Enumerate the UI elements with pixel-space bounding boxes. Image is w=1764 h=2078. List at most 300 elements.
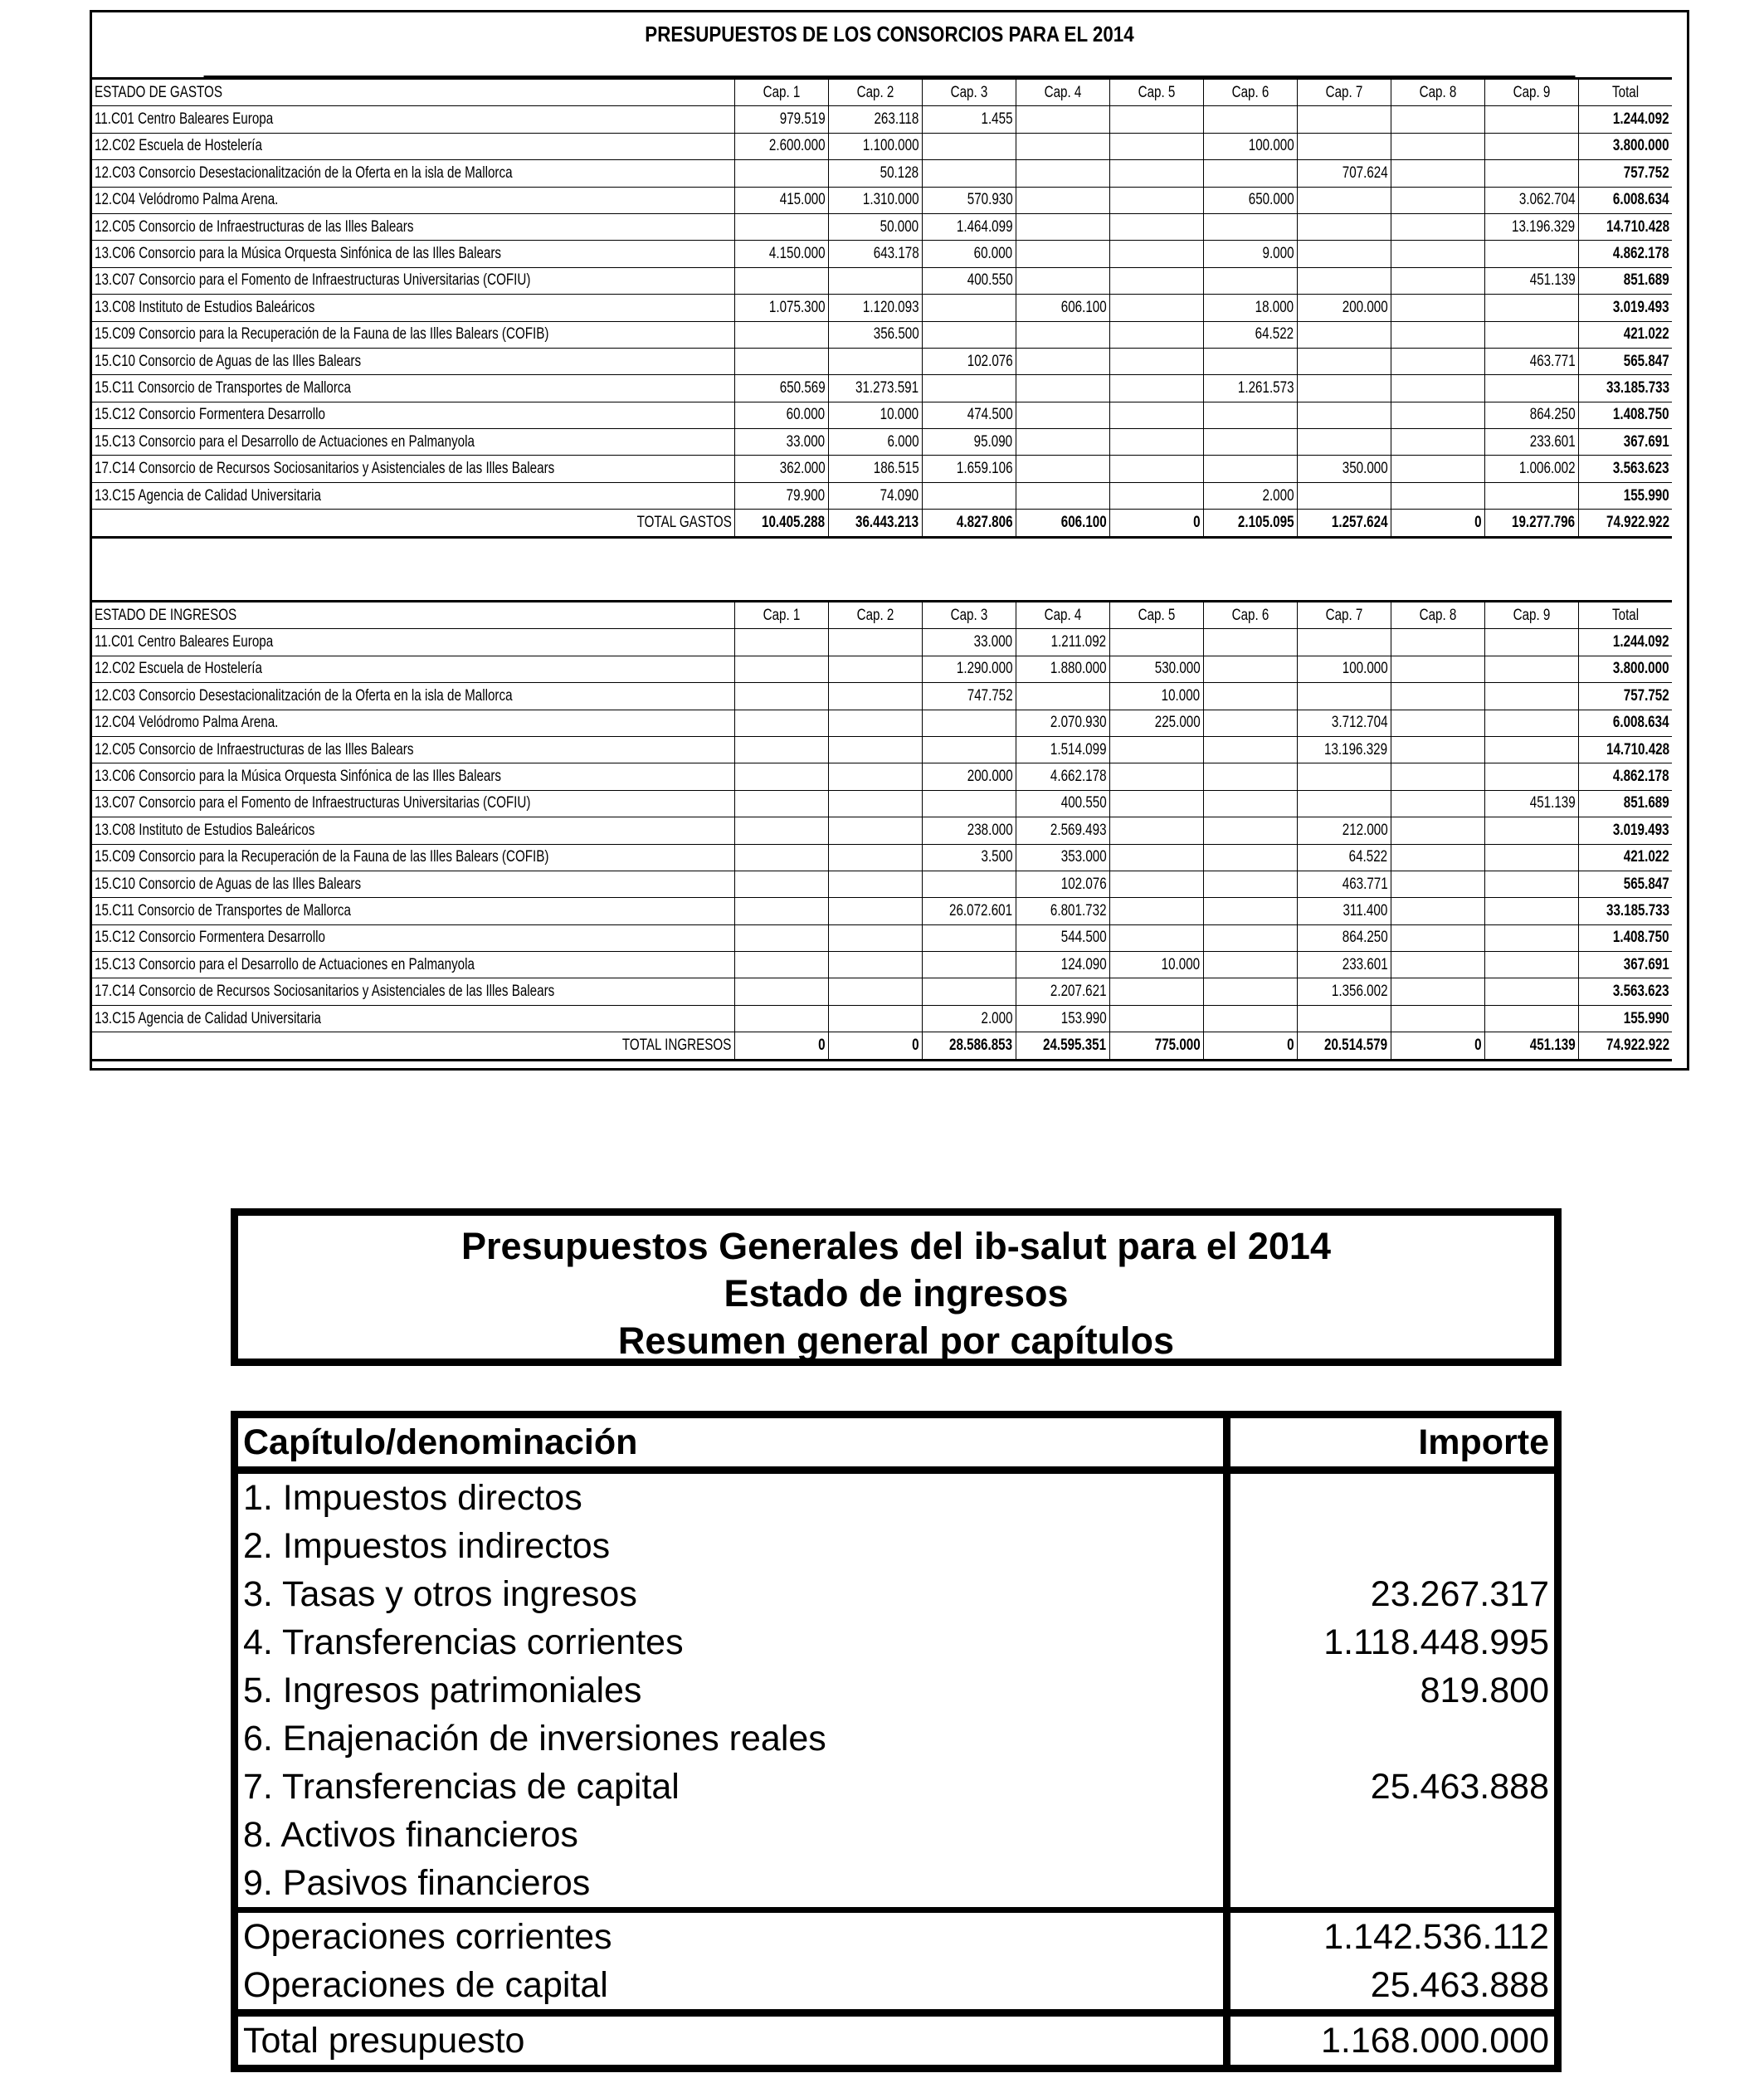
chapter-value-cell xyxy=(1203,1005,1297,1032)
chapter-label: 6. Enajenación de inversiones reales xyxy=(243,1719,826,1758)
total-value-cell: 20.514.579 xyxy=(1297,1032,1391,1060)
row-total-cell: 4.862.178 xyxy=(1578,241,1672,267)
row-total-cell: 1.408.750 xyxy=(1578,402,1672,428)
chapter-value-cell xyxy=(1391,924,1484,951)
chapter-value-cell: 1.356.002 xyxy=(1297,978,1391,1005)
total-value-cell: 0 xyxy=(1203,1032,1297,1060)
chapter-value-cell xyxy=(1484,924,1578,951)
chapter-value-cell xyxy=(1391,763,1484,790)
chapter-value-cell xyxy=(1109,187,1203,213)
chapter-value-cell xyxy=(828,710,922,736)
chapter-value-cell: 31.273.591 xyxy=(828,375,922,402)
consorcio-name: 12.C03 Consorcio Desestacionalitzación de la Oferta en la isla de Mallorca xyxy=(92,683,734,710)
table-row xyxy=(92,375,1672,402)
chapter-value-cell xyxy=(1109,429,1203,456)
chapter-value-cell: 1.211.092 xyxy=(1016,629,1109,656)
table-row xyxy=(92,736,1672,763)
chapter-value-cell: 263.118 xyxy=(828,106,922,133)
chapter-value-cell xyxy=(828,871,922,897)
chapter-value-cell: 1.464.099 xyxy=(922,213,1016,240)
chapter-label: 9. Pasivos financieros xyxy=(243,1863,591,1903)
row-total-cell: 4.862.178 xyxy=(1578,763,1672,790)
row-total-cell: 33.185.733 xyxy=(1578,898,1672,924)
chapter-value-cell xyxy=(1484,656,1578,682)
chapter-value-cell xyxy=(1297,1005,1391,1032)
table-row xyxy=(235,1618,1558,1666)
chapter-value-cell xyxy=(1109,817,1203,844)
chapter-value-cell xyxy=(734,952,828,978)
table-row xyxy=(235,1666,1558,1715)
chapter-value-cell: 1.880.000 xyxy=(1016,656,1109,682)
chapter-value-cell: 6.801.732 xyxy=(1016,898,1109,924)
chapter-value-cell xyxy=(1203,629,1297,656)
chapter-value-cell xyxy=(1016,187,1109,213)
chapter-value-cell: 1.006.002 xyxy=(1484,456,1578,482)
chapter-value-cell: 311.400 xyxy=(1297,898,1391,924)
total-value-cell: 451.139 xyxy=(1484,1032,1578,1060)
chapter-value-cell xyxy=(1016,456,1109,482)
chapter-value-cell xyxy=(1016,241,1109,267)
chapter-value-cell xyxy=(1391,710,1484,736)
chapter-value-cell xyxy=(1391,429,1484,456)
chapter-value-cell xyxy=(1391,482,1484,509)
column-header: Cap. 7 xyxy=(1297,79,1391,106)
total-value-cell: 0 xyxy=(734,1032,828,1060)
table-row xyxy=(235,1763,1558,1811)
chapter-value-cell: 1.659.106 xyxy=(922,456,1016,482)
chapter-label: 1. Impuestos directos xyxy=(243,1478,582,1518)
chapter-value-cell xyxy=(734,898,828,924)
chapter-value-cell xyxy=(734,348,828,374)
chapter-value-cell: 747.752 xyxy=(922,683,1016,710)
chapter-value-cell: 33.000 xyxy=(734,429,828,456)
consorcio-name: 13.C06 Consorcio para la Música Orquesta Sinfónica de las Illes Balears xyxy=(92,763,734,790)
chapter-value-cell xyxy=(1109,321,1203,348)
ingresos-section-label: ESTADO DE INGRESOS xyxy=(92,602,734,629)
row-total-cell: 3.563.623 xyxy=(1578,978,1672,1005)
chapter-label: Operaciones de capital xyxy=(243,1965,608,2005)
chapter-value-cell xyxy=(1391,898,1484,924)
column-header: Total xyxy=(1578,602,1672,629)
chapter-value-cell: 362.000 xyxy=(734,456,828,482)
gastos-header-row xyxy=(92,79,1672,106)
chapter-value-cell: 9.000 xyxy=(1203,241,1297,267)
chapter-value-cell xyxy=(1109,348,1203,374)
consorcio-name: 15.C12 Consorcio Formentera Desarrollo xyxy=(92,402,734,428)
consorcio-name: 13.C08 Instituto de Estudios Baleáricos xyxy=(92,295,734,321)
row-total-cell: 3.019.493 xyxy=(1578,817,1672,844)
chapter-value-cell: 95.090 xyxy=(922,429,1016,456)
chapter-value-cell xyxy=(1297,106,1391,133)
chapter-value-cell xyxy=(734,790,828,817)
consorcio-name: 15.C11 Consorcio de Transportes de Mallorca xyxy=(92,375,734,402)
chapter-value-cell xyxy=(1484,710,1578,736)
chapter-value-cell: 463.771 xyxy=(1484,348,1578,374)
consorcio-name: 13.C08 Instituto de Estudios Baleáricos xyxy=(92,817,734,844)
chapter-label: 7. Transferencias de capital xyxy=(243,1767,680,1807)
table-row xyxy=(92,763,1672,790)
chapter-value-cell xyxy=(1109,978,1203,1005)
chapter-value-cell xyxy=(1484,241,1578,267)
table-row xyxy=(92,790,1672,817)
chapter-value-cell xyxy=(1016,402,1109,428)
chapter-value-cell: 1.261.573 xyxy=(1203,375,1297,402)
chapter-value-cell xyxy=(1203,710,1297,736)
chapter-value-cell: 463.771 xyxy=(1297,871,1391,897)
chapter-value-cell: 1.075.300 xyxy=(734,295,828,321)
chapter-value-cell xyxy=(922,375,1016,402)
gastos-total-row xyxy=(92,510,1672,537)
row-total-cell: 6.008.634 xyxy=(1578,187,1672,213)
chapter-value-cell: 3.062.704 xyxy=(1484,187,1578,213)
chapter-value-cell xyxy=(1109,267,1203,294)
chapter-value-cell xyxy=(1391,629,1484,656)
chapter-value-cell xyxy=(828,629,922,656)
chapter-value-cell xyxy=(1016,482,1109,509)
consorcio-name: 12.C03 Consorcio Desestacionalitzación de la Oferta en la isla de Mallorca xyxy=(92,160,734,187)
chapter-value-cell xyxy=(828,267,922,294)
chapter-value-cell xyxy=(1391,106,1484,133)
chapter-value-cell: 13.196.329 xyxy=(1484,213,1578,240)
table-row xyxy=(235,1522,1558,1570)
total-label: TOTAL GASTOS xyxy=(92,510,734,537)
column-header: Cap. 1 xyxy=(734,79,828,106)
chapter-value-cell xyxy=(1109,1005,1203,1032)
chapter-value-cell: 3.500 xyxy=(922,844,1016,871)
chapter-value-cell: 50.000 xyxy=(828,213,922,240)
column-header: Cap. 4 xyxy=(1016,79,1109,106)
chapter-amount xyxy=(1227,1522,1558,1570)
chapter-value-cell xyxy=(1484,295,1578,321)
chapter-value-cell: 415.000 xyxy=(734,187,828,213)
chapter-value-cell xyxy=(734,817,828,844)
chapter-amount xyxy=(1227,1715,1558,1763)
chapter-value-cell xyxy=(734,736,828,763)
chapter-value-cell xyxy=(922,295,1016,321)
table-row xyxy=(92,187,1672,213)
chapter-value-cell xyxy=(1391,978,1484,1005)
chapter-value-cell xyxy=(1109,402,1203,428)
chapter-value-cell xyxy=(1391,844,1484,871)
row-total-cell: 565.847 xyxy=(1578,348,1672,374)
chapter-amount: 819.800 xyxy=(1227,1666,1558,1715)
chapter-value-cell xyxy=(1391,952,1484,978)
chapter-value-cell xyxy=(1297,348,1391,374)
chapter-value-cell xyxy=(1484,952,1578,978)
chapter-value-cell xyxy=(1109,106,1203,133)
chapter-value-cell xyxy=(1297,629,1391,656)
chapter-value-cell: 1.120.093 xyxy=(828,295,922,321)
row-total-cell: 3.019.493 xyxy=(1578,295,1672,321)
table-row xyxy=(92,402,1672,428)
chapter-value-cell xyxy=(922,790,1016,817)
chapter-value-cell xyxy=(1484,160,1578,187)
chapter-value-cell: 864.250 xyxy=(1297,924,1391,951)
chapter-value-cell xyxy=(1016,267,1109,294)
row-total-cell: 14.710.428 xyxy=(1578,213,1672,240)
chapter-value-cell: 353.000 xyxy=(1016,844,1109,871)
chapter-value-cell xyxy=(922,978,1016,1005)
chapter-value-cell xyxy=(1391,656,1484,682)
chapter-value-cell: 650.569 xyxy=(734,375,828,402)
row-total-cell: 757.752 xyxy=(1578,683,1672,710)
chapter-value-cell xyxy=(1297,133,1391,159)
chapter-value-cell xyxy=(828,790,922,817)
chapter-label: Capítulo/denominación xyxy=(235,1415,1227,1471)
chapter-value-cell: 707.624 xyxy=(1297,160,1391,187)
chapter-value-cell xyxy=(922,482,1016,509)
consorcios-title: PRESUPUESTOS DE LOS CONSORCIOS PARA EL 2014 xyxy=(204,12,1576,78)
consorcio-name: 12.C02 Escuela de Hostelería xyxy=(92,133,734,159)
chapter-value-cell: 64.522 xyxy=(1297,844,1391,871)
row-total-cell: 421.022 xyxy=(1578,844,1672,871)
table-row xyxy=(92,160,1672,187)
chapter-value-cell xyxy=(1203,844,1297,871)
consorcio-name: 13.C15 Agencia de Calidad Universitaria xyxy=(92,1005,734,1032)
chapter-value-cell xyxy=(828,952,922,978)
row-total-cell: 155.990 xyxy=(1578,482,1672,509)
chapter-value-cell xyxy=(1484,321,1578,348)
gastos-section-label: ESTADO DE GASTOS xyxy=(92,79,734,106)
chapter-value-cell xyxy=(734,763,828,790)
chapter-value-cell: 64.522 xyxy=(1203,321,1297,348)
chapter-value-cell xyxy=(734,321,828,348)
chapter-value-cell: 544.500 xyxy=(1016,924,1109,951)
consorcio-name: 15.C09 Consorcio para la Recuperación de la Fauna de las Illes Balears (COFIB) xyxy=(92,321,734,348)
chapter-value-cell xyxy=(1297,375,1391,402)
table-row xyxy=(92,295,1672,321)
row-total-cell: 155.990 xyxy=(1578,1005,1672,1032)
chapter-value-cell: 474.500 xyxy=(922,402,1016,428)
chapter-value-cell xyxy=(1016,133,1109,159)
chapter-value-cell: 100.000 xyxy=(1297,656,1391,682)
chapter-value-cell xyxy=(828,978,922,1005)
chapter-value-cell: 1.310.000 xyxy=(828,187,922,213)
consorcio-name: 17.C14 Consorcio de Recursos Sociosanitarios y Asistenciales de las Illes Balears xyxy=(92,456,734,482)
total-value-cell: 0 xyxy=(1391,510,1484,537)
chapter-value-cell: 4.662.178 xyxy=(1016,763,1109,790)
column-header: Cap. 6 xyxy=(1203,79,1297,106)
total-value-cell: 24.595.351 xyxy=(1016,1032,1109,1060)
chapter-value-cell xyxy=(1109,241,1203,267)
consorcio-name: 13.C06 Consorcio para la Música Orquesta Sinfónica de las Illes Balears xyxy=(92,241,734,267)
chapter-value-cell xyxy=(1391,683,1484,710)
row-total-cell: 3.800.000 xyxy=(1578,133,1672,159)
chapter-value-cell: 60.000 xyxy=(922,241,1016,267)
total-value-cell: 0 xyxy=(1391,1032,1484,1060)
chapter-value-cell: 2.207.621 xyxy=(1016,978,1109,1005)
chapter-amount: 1.142.536.112 xyxy=(1227,1910,1558,1962)
chapter-value-cell xyxy=(1203,106,1297,133)
table-row xyxy=(92,1005,1672,1032)
chapter-value-cell xyxy=(1109,790,1203,817)
total-value-cell: 775.000 xyxy=(1109,1032,1203,1060)
consorcio-name: 15.C13 Consorcio para el Desarrollo de Actuaciones en Palmanyola xyxy=(92,429,734,456)
ibsalut-title-line-1: Presupuestos Generales del ib-salut para el 2014 xyxy=(461,1225,1331,1267)
chapter-value-cell xyxy=(734,629,828,656)
chapter-value-cell xyxy=(734,683,828,710)
chapter-value-cell: 74.090 xyxy=(828,482,922,509)
table-row xyxy=(92,106,1672,133)
chapter-value-cell xyxy=(922,710,1016,736)
total-value-cell: 19.277.796 xyxy=(1484,510,1578,537)
table-row xyxy=(92,978,1672,1005)
chapter-value-cell xyxy=(1391,295,1484,321)
row-total-cell: 565.847 xyxy=(1578,871,1672,897)
consorcio-name: 13.C07 Consorcio para el Fomento de Infraestructuras Universitarias (COFIU) xyxy=(92,267,734,294)
chapter-value-cell: 233.601 xyxy=(1297,952,1391,978)
chapter-value-cell xyxy=(1109,160,1203,187)
chapter-value-cell xyxy=(1391,187,1484,213)
chapter-value-cell: 124.090 xyxy=(1016,952,1109,978)
row-total-cell: 851.689 xyxy=(1578,790,1672,817)
chapter-value-cell xyxy=(1109,375,1203,402)
chapter-value-cell: 2.000 xyxy=(1203,482,1297,509)
chapter-value-cell xyxy=(1484,375,1578,402)
column-header: Cap. 9 xyxy=(1484,79,1578,106)
chapter-value-cell xyxy=(922,160,1016,187)
ibsalut-title-line-2: Estado de ingresos xyxy=(724,1272,1069,1315)
row-total-cell: 14.710.428 xyxy=(1578,736,1672,763)
chapter-value-cell: 10.000 xyxy=(828,402,922,428)
table-row xyxy=(235,1715,1558,1763)
chapter-value-cell xyxy=(1203,952,1297,978)
column-header: Cap. 8 xyxy=(1391,602,1484,629)
chapter-value-cell: 4.150.000 xyxy=(734,241,828,267)
chapter-value-cell: 233.601 xyxy=(1484,429,1578,456)
column-header: Cap. 4 xyxy=(1016,602,1109,629)
gastos-table xyxy=(92,77,1672,539)
chapter-value-cell xyxy=(1203,160,1297,187)
table-row xyxy=(235,1811,1558,1859)
chapter-value-cell xyxy=(922,736,1016,763)
total-value-cell: 1.257.624 xyxy=(1297,510,1391,537)
table-row xyxy=(92,456,1672,482)
chapter-value-cell xyxy=(1016,375,1109,402)
chapter-value-cell xyxy=(1203,871,1297,897)
chapter-value-cell xyxy=(1203,456,1297,482)
chapter-value-cell: 10.000 xyxy=(1109,683,1203,710)
chapter-label: 4. Transferencias corrientes xyxy=(243,1622,684,1662)
table-row xyxy=(92,817,1672,844)
table-row xyxy=(92,348,1672,374)
chapter-value-cell xyxy=(734,871,828,897)
chapter-value-cell xyxy=(922,924,1016,951)
row-total-cell: 367.691 xyxy=(1578,952,1672,978)
chapter-value-cell xyxy=(1203,924,1297,951)
summary-row xyxy=(235,1961,1558,2013)
chapter-value-cell xyxy=(1016,160,1109,187)
chapter-amount: 25.463.888 xyxy=(1227,1763,1558,1811)
column-header: Cap. 5 xyxy=(1109,602,1203,629)
chapter-value-cell xyxy=(1484,106,1578,133)
chapter-value-cell: 2.000 xyxy=(922,1005,1016,1032)
chapter-value-cell xyxy=(1391,241,1484,267)
chapter-value-cell xyxy=(1203,817,1297,844)
chapter-value-cell xyxy=(1297,187,1391,213)
chapter-value-cell xyxy=(1484,844,1578,871)
chapter-value-cell: 153.990 xyxy=(1016,1005,1109,1032)
chapter-value-cell: 33.000 xyxy=(922,629,1016,656)
table-row xyxy=(92,898,1672,924)
chapter-value-cell: 212.000 xyxy=(1297,817,1391,844)
chapter-value-cell xyxy=(1109,295,1203,321)
total-value-cell: 0 xyxy=(828,1032,922,1060)
chapter-value-cell xyxy=(1391,402,1484,428)
ibsalut-title-line-3: Resumen general por capítulos xyxy=(617,1319,1175,1362)
row-total-cell: 367.691 xyxy=(1578,429,1672,456)
chapter-value-cell xyxy=(828,348,922,374)
chapter-amount: Importe xyxy=(1227,1415,1558,1471)
consorcio-name: 17.C14 Consorcio de Recursos Sociosanitarios y Asistenciales de las Illes Balears xyxy=(92,978,734,1005)
table-row xyxy=(92,683,1672,710)
chapter-value-cell xyxy=(1391,321,1484,348)
chapter-value-cell xyxy=(1391,160,1484,187)
chapter-amount: 23.267.317 xyxy=(1227,1570,1558,1618)
chapter-value-cell xyxy=(1484,817,1578,844)
chapter-value-cell xyxy=(1391,790,1484,817)
row-total-cell: 851.689 xyxy=(1578,267,1672,294)
table-row xyxy=(92,267,1672,294)
chapter-value-cell xyxy=(1484,898,1578,924)
chapter-label: 5. Ingresos patrimoniales xyxy=(243,1671,642,1710)
chapter-label: Total presupuesto xyxy=(235,2013,1227,2069)
chapter-value-cell xyxy=(1391,817,1484,844)
chapter-value-cell: 26.072.601 xyxy=(922,898,1016,924)
chapter-value-cell: 1.455 xyxy=(922,106,1016,133)
chapter-value-cell xyxy=(1297,429,1391,456)
total-label: TOTAL INGRESOS xyxy=(92,1032,734,1060)
consorcio-name: 13.C07 Consorcio para el Fomento de Infraestructuras Universitarias (COFIU) xyxy=(92,790,734,817)
chapter-label: 8. Activos financieros xyxy=(243,1815,578,1855)
consorcio-name: 15.C11 Consorcio de Transportes de Mallorca xyxy=(92,898,734,924)
row-total-cell: 1.244.092 xyxy=(1578,629,1672,656)
table-row xyxy=(92,924,1672,951)
chapter-value-cell xyxy=(734,656,828,682)
ingresos-header-row xyxy=(92,602,1672,629)
consorcio-name: 11.C01 Centro Baleares Europa xyxy=(92,629,734,656)
chapter-value-cell xyxy=(1109,763,1203,790)
ingresos-total-row xyxy=(92,1032,1672,1060)
consorcio-name: 13.C15 Agencia de Calidad Universitaria xyxy=(92,482,734,509)
chapter-value-cell: 238.000 xyxy=(922,817,1016,844)
chapter-value-cell xyxy=(1203,978,1297,1005)
chapter-value-cell xyxy=(1203,429,1297,456)
ibsalut-header-row xyxy=(235,1415,1558,1471)
chapter-value-cell: 200.000 xyxy=(922,763,1016,790)
table-row xyxy=(92,710,1672,736)
table-row xyxy=(92,429,1672,456)
chapter-value-cell: 102.076 xyxy=(922,348,1016,374)
chapter-value-cell xyxy=(1109,629,1203,656)
chapter-value-cell xyxy=(1391,133,1484,159)
chapter-value-cell xyxy=(1297,763,1391,790)
chapter-value-cell: 60.000 xyxy=(734,402,828,428)
row-total-cell: 757.752 xyxy=(1578,160,1672,187)
chapter-value-cell xyxy=(734,978,828,1005)
chapter-value-cell xyxy=(1484,133,1578,159)
chapter-value-cell: 606.100 xyxy=(1016,295,1109,321)
chapter-value-cell xyxy=(734,213,828,240)
chapter-value-cell: 650.000 xyxy=(1203,187,1297,213)
row-total-cell: 1.408.750 xyxy=(1578,924,1672,951)
table-row xyxy=(92,871,1672,897)
chapter-value-cell xyxy=(828,763,922,790)
chapter-value-cell: 2.600.000 xyxy=(734,133,828,159)
chapter-value-cell: 13.196.329 xyxy=(1297,736,1391,763)
summary-row xyxy=(235,1910,1558,1962)
chapter-value-cell xyxy=(1297,790,1391,817)
